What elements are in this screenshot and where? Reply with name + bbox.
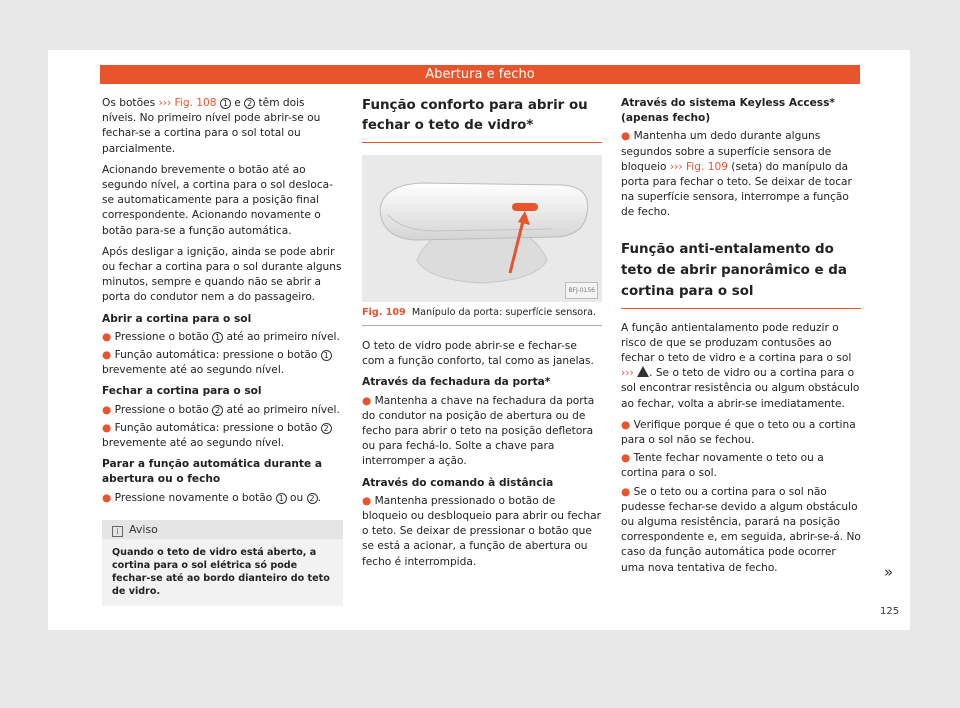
list-item: ● Mantenha um dedo durante alguns segundos sobre a superfície sensora de bloqueio ››› Fig. 109 (seta) do manípulo da porta para fechar o teto. Se deixar de tocar na superfície sensora, interrompe a função de fecho. [621,130,852,219]
bullet-icon: ● [362,394,375,407]
page-number: 125 [880,606,900,617]
list-item: ● Pressione novamente o botão 1 ou 2 . [102,491,321,504]
list-item: ● Se o teto ou a cortina para o sol não pudesse fechar-se devido a algum obstáculo ou alguma resistência, parará na posição correspondente e, em seguida, abrir-se-á. No caso da função automática pode ocorrer uma nova tentativa de fecho. [621,485,861,574]
note-header: i Aviso [102,520,343,539]
note-box [102,520,343,606]
list-item: ● Tente fechar novamente o teto ou a cortina para o sol. [621,452,824,480]
list-item: ● Função automática: pressione o botão 1 brevemente até ao segundo nível. [102,348,342,378]
bullet-icon: ● [102,421,115,434]
column-left [102,96,342,606]
figure-link[interactable]: ››› Fig. 109 [669,160,728,173]
figure-code: BFJ-0156 [565,282,598,299]
paragraph-second-level: Acionando brevemente o botão até ao segundo nível, a cortina para o sol desloca-se automaticamente para a posição final correspondente. Acionando novamente o botão para-se a função automática. [102,163,333,237]
continue-marker: » [884,563,894,581]
bullet-icon: ● [621,452,634,465]
bullet-icon: ● [621,418,634,431]
button-number-badge: 2 [244,98,255,109]
subheading-close: Fechar a cortina para o sol [102,385,262,398]
door-handle-illustration [362,155,602,302]
list-item: ● Pressione o botão 1 até ao primeiro nível. [102,330,340,343]
list-item: ● Mantenha pressionado o botão de bloqueio ou desbloqueio para abrir ou fechar o teto. Se deixar de pressionar o botão que se está a acionar, a função de abertura ou fecho é interrompida. [362,494,601,568]
button-number-badge: 2 [321,423,332,434]
list-item: ● Função automática: pressione o botão 2 brevemente até ao segundo nível. [102,421,342,451]
section-heading-anti-pinch: Função anti-entalamento do teto de abrir panorâmico e da cortina para o sol [621,239,861,309]
bullet-icon: ● [362,494,375,507]
section-header: Abertura e fecho [100,65,860,84]
button-number-badge: 2 [212,405,223,416]
bullet-icon: ● [102,491,115,504]
section-heading-comfort: Função conforto para abrir ou fechar o teto de vidro* [362,96,602,143]
bullet-icon: ● [621,485,634,498]
column-middle [362,96,602,573]
button-number-badge: 1 [220,98,231,109]
warning-triangle-icon [637,366,649,377]
subheading-door-lock: Através da fechadura da porta* [362,376,551,389]
subheading-stop: Parar a função automática durante a abertura ou o fecho [102,458,322,486]
bullet-icon: ● [102,330,115,343]
paragraph-comfort: O teto de vidro pode abrir-se e fechar-se com a função conforto, tal como as janelas. [362,340,594,368]
column-right [621,96,861,579]
button-number-badge: 1 [212,332,223,343]
warning-link[interactable]: ››› [621,367,634,380]
list-item: ● Mantenha a chave na fechadura da porta do condutor na posição de abertura ou de fecho para abrir o teto na posição defletora ou para fechá-lo. Solte a chave para interromper a ação. [362,394,595,468]
button-number-badge: 1 [276,493,287,504]
bullet-icon: ● [102,403,115,416]
paragraph-intro: Os botões ››› Fig. 108 1 e 2 têm dois níveis. No primeiro nível pode abrir-se ou fechar-se a cortina para o sol total ou parcialmente. [102,97,321,155]
sensor-surface-icon [512,203,538,211]
subheading-keyless: Através do sistema Keyless Access* (apenas fecho) [621,97,835,125]
subheading-remote: Através do comando à distância [362,476,554,489]
paragraph-after-ignition: Após desligar a ignição, ainda se pode abrir ou fechar a cortina para o sol durante alguns minutos, sempre e quando não se abrir a porta do condutor nem a do passageiro. [102,245,342,304]
note-body: Quando o teto de vidro está aberto, a cortina para o sol elétrica só pode fechar-se até ao bordo dianteiro do teto de vidro. [102,539,343,606]
bullet-icon: ● [621,130,634,143]
subheading-open: Abrir a cortina para o sol [102,312,252,325]
figure-link[interactable]: ››› Fig. 108 [158,97,217,109]
paragraph-anti-pinch: A função antientalamento pode reduzir o risco de que se produzam contusões ao fechar o teto de vidro e a cortina para o sol ››› . Se o teto de vidro ou a cortina para o sol encontrar resistência ou algum obstáculo ao fechar, volta a abrir-se imediatamente. [621,321,860,410]
bullet-icon: ● [102,349,115,362]
button-number-badge: 2 [307,493,318,504]
list-item: ● Pressione o botão 2 até ao primeiro nível. [102,403,340,416]
list-item: ● Verifique porque é que o teto ou a cortina para o sol não se fechou. [621,418,856,447]
button-number-badge: 1 [321,350,332,361]
door-handle-figure [362,155,602,302]
figure-caption: Fig. 109 Manípulo da porta: superfície sensora. [362,306,602,326]
info-icon: i [112,526,123,537]
